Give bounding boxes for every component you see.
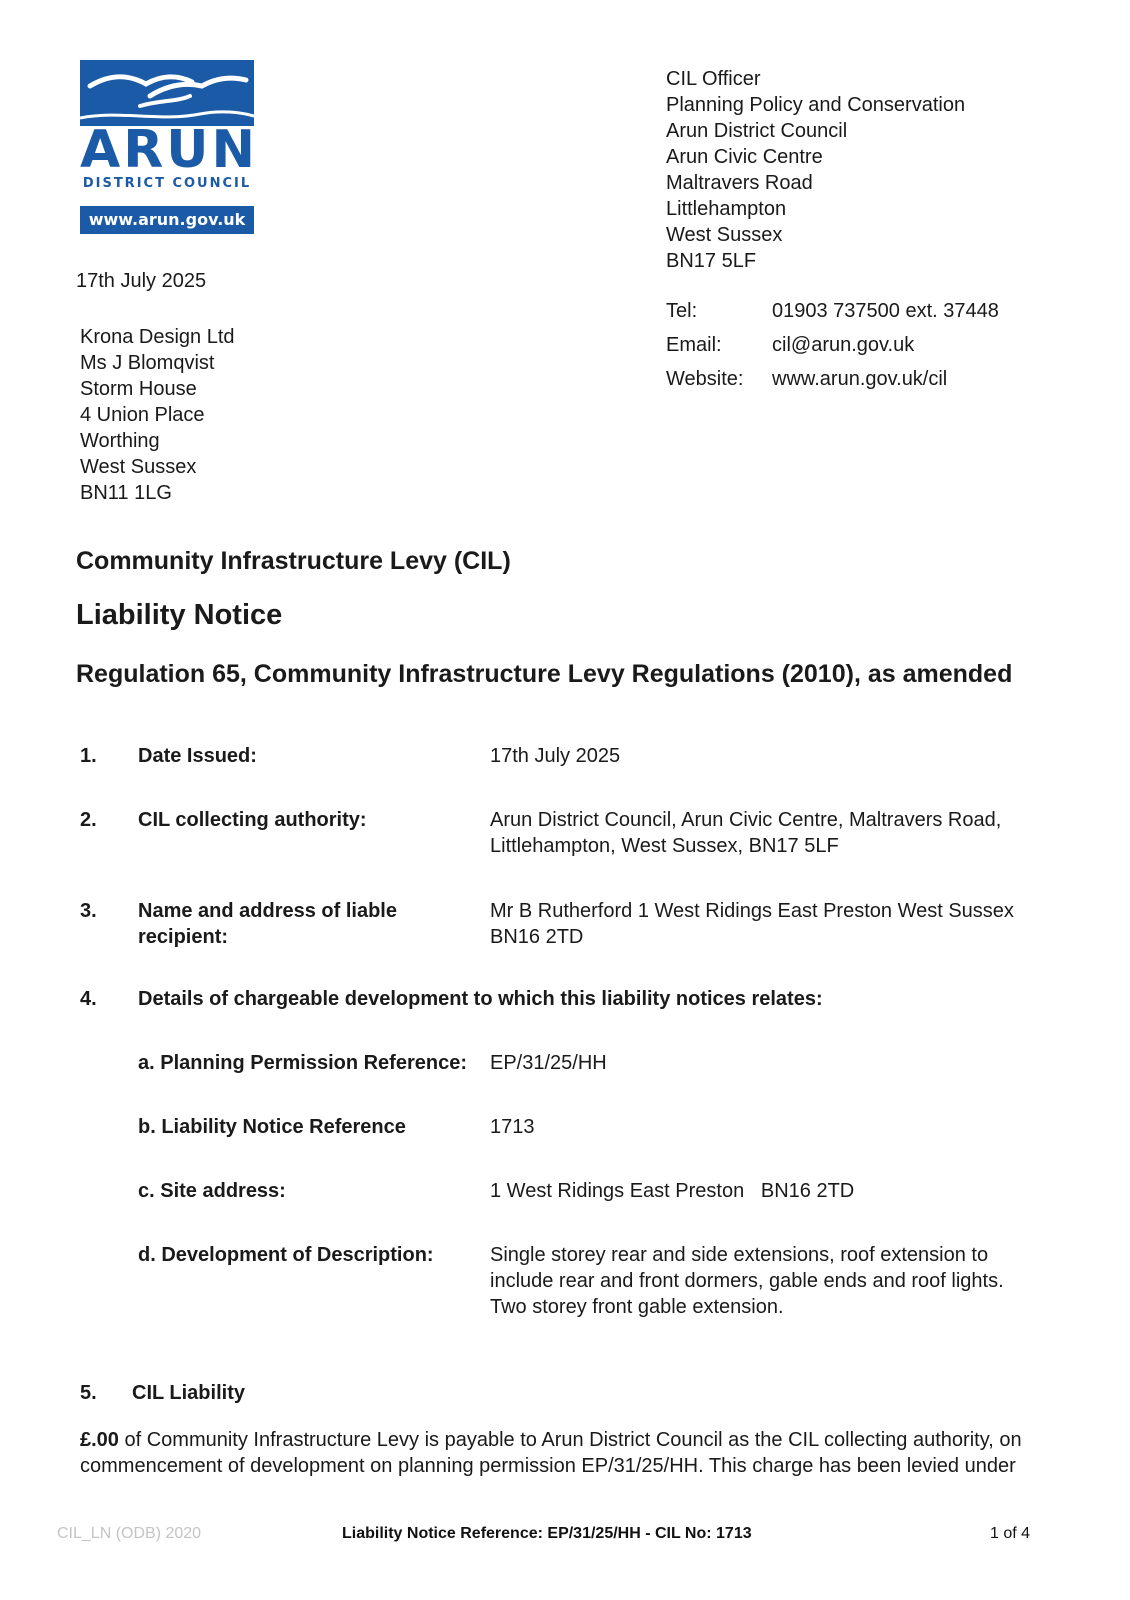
value-line: Arun District Council, Arun Civic Centre, Maltravers Road, (490, 809, 1002, 831)
label-line: Name and address of liable (138, 900, 397, 922)
contact-value[interactable]: www.arun.gov.uk/cil (772, 368, 948, 390)
sender-line: CIL Officer (666, 68, 761, 90)
sender-line: Planning Policy and Conservation (666, 94, 966, 116)
subitem-label-planning-ref: a. Planning Permission Reference: (138, 1052, 467, 1074)
item-value-authority (490, 807, 1001, 859)
logo-name: ARUN (80, 120, 259, 180)
subitem-label-description: d. Development of Description: (138, 1244, 434, 1266)
item-label-development-details: Details of chargeable development to which this liability notices relates: (138, 988, 823, 1010)
item-number: 3. (80, 900, 97, 922)
heading-regulation: Regulation 65, Community Infrastructure Levy Regulations (2010), as amended (76, 660, 1013, 688)
value-line: Two storey front gable extension. (490, 1296, 784, 1318)
recipient-line: Krona Design Ltd (80, 326, 235, 348)
recipient-line: Worthing (80, 430, 160, 452)
item-number: 1. (80, 745, 97, 767)
contact-value: 01903 737500 ext. 37448 (772, 300, 999, 322)
subitem-label-notice-ref: b. Liability Notice Reference (138, 1116, 406, 1138)
contact-label: Email: (666, 334, 722, 356)
recipient-line: Ms J Blomqvist (80, 352, 215, 374)
recipient-line: West Sussex (80, 456, 197, 478)
contact-label: Website: (666, 368, 744, 390)
footer-page-number: 1 of 4 (990, 1525, 1031, 1542)
liability-amount: £.00 (80, 1429, 119, 1451)
sender-line: Maltravers Road (666, 172, 813, 194)
sender-line: Arun Civic Centre (666, 146, 823, 168)
sender-line: Arun District Council (666, 120, 848, 142)
subitem-value-site-address: 1 West Ridings East Preston BN16 2TD (490, 1180, 855, 1202)
value-line: Mr B Rutherford 1 West Ridings East Preston West Sussex (490, 900, 1014, 922)
sender-line: West Sussex (666, 224, 783, 246)
paragraph-text: commencement of development on planning permission EP/31/25/HH. This charge has been levied under (80, 1455, 1016, 1477)
logo-url: www.arun.gov.uk (80, 206, 254, 234)
heading-cil: Community Infrastructure Levy (CIL) (76, 547, 511, 575)
sender-address (666, 66, 965, 274)
item-label-liable-recipient (138, 898, 397, 950)
item-value-liable-recipient (490, 898, 1014, 950)
subitem-value-notice-ref: 1713 (490, 1116, 535, 1138)
sender-line: BN17 5LF (666, 250, 757, 272)
paragraph-text: of Community Infrastructure Levy is payable to Arun District Council as the CIL collecting authority, on (118, 1429, 1022, 1451)
arun-logo (80, 60, 259, 234)
recipient-line: Storm House (80, 378, 197, 400)
item-number: 2. (80, 809, 97, 831)
item-value-date-issued: 17th July 2025 (490, 745, 621, 767)
contact-label: Tel: (666, 300, 698, 322)
recipient-address (80, 324, 235, 506)
contact-value[interactable]: cil@arun.gov.uk (772, 334, 915, 356)
logo-subtitle: DISTRICT COUNCIL (82, 176, 252, 191)
footer-form-code: CIL_LN (ODB) 2020 (57, 1525, 202, 1542)
value-line: BN16 2TD (490, 926, 584, 948)
recipient-line: 4 Union Place (80, 404, 205, 426)
item-number: 4. (80, 988, 97, 1010)
subitem-label-site-address: c. Site address: (138, 1180, 286, 1202)
liability-paragraph (80, 1427, 1080, 1479)
heading-liability-notice: Liability Notice (76, 599, 283, 631)
section-number: 5. (80, 1382, 97, 1404)
value-line: Single storey rear and side extensions, roof extension to (490, 1244, 989, 1266)
value-line: include rear and front dormers, gable ends and roof lights. (490, 1270, 1004, 1292)
letter-date: 17th July 2025 (76, 270, 207, 292)
value-line: Littlehampton, West Sussex, BN17 5LF (490, 835, 839, 857)
subitem-value-planning-ref: EP/31/25/HH (490, 1052, 607, 1074)
logo-gull-icon (80, 60, 254, 126)
subitem-value-description (490, 1242, 1004, 1320)
sender-line: Littlehampton (666, 198, 787, 220)
label-line: recipient: (138, 926, 229, 948)
recipient-line: BN11 1LG (80, 482, 172, 504)
item-label-date-issued: Date Issued: (138, 745, 257, 767)
item-label-authority: CIL collecting authority: (138, 809, 367, 831)
section-title-cil-liability: CIL Liability (132, 1382, 245, 1404)
footer-reference: Liability Notice Reference: EP/31/25/HH - CIL No: 1713 (342, 1525, 752, 1542)
